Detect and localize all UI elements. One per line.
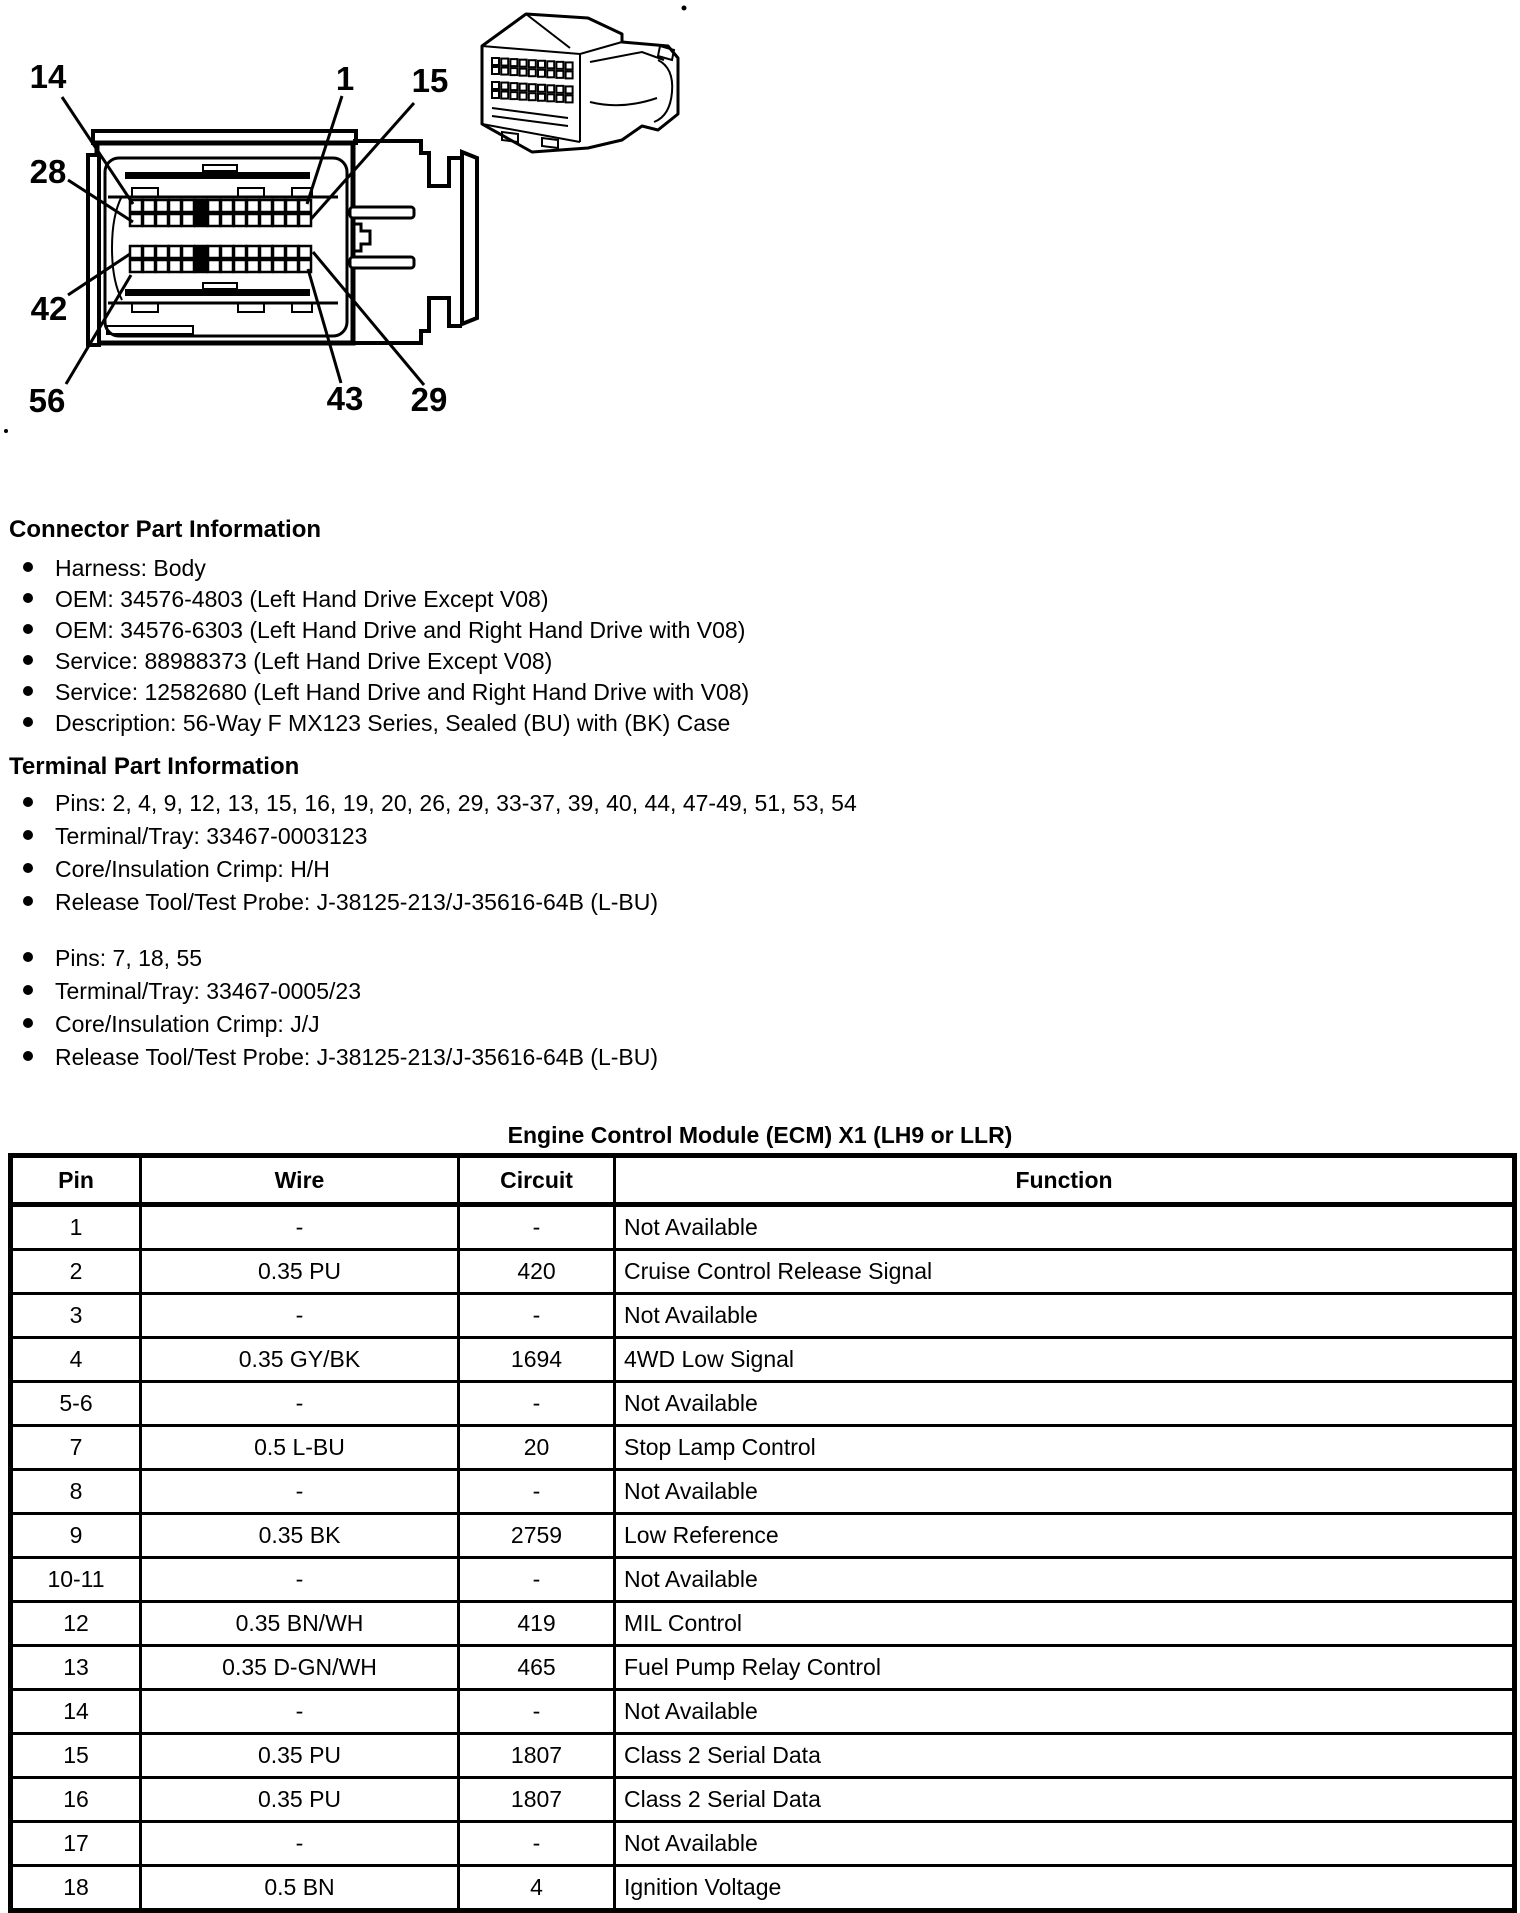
table-cell: - bbox=[141, 1205, 459, 1250]
table-row bbox=[11, 1514, 1515, 1558]
table-cell: 4 bbox=[459, 1866, 615, 1911]
table-row bbox=[11, 1602, 1515, 1646]
terminal-cavity bbox=[247, 246, 259, 258]
table-cell: - bbox=[459, 1690, 615, 1734]
table-cell: - bbox=[141, 1294, 459, 1338]
table-cell: Not Available bbox=[615, 1470, 1515, 1514]
terminal-cavity bbox=[221, 260, 233, 272]
table-row bbox=[11, 1646, 1515, 1690]
bullet-text: Pins: 7, 18, 55 bbox=[55, 945, 203, 971]
table-cell: - bbox=[141, 1558, 459, 1602]
terminal-cavity bbox=[273, 200, 285, 212]
table-cell: 7 bbox=[11, 1426, 141, 1470]
connector-part-information-heading: Connector Part Information bbox=[9, 516, 322, 543]
bullet-text: Description: 56-Way F MX123 Series, Sealed (BU) with (BK) Case bbox=[55, 710, 731, 736]
terminal-cavity bbox=[143, 246, 155, 258]
table-cell: 0.35 PU bbox=[141, 1250, 459, 1294]
table-cell: 9 bbox=[11, 1514, 141, 1558]
bullet-icon bbox=[23, 562, 33, 572]
bullet-icon bbox=[23, 985, 33, 995]
terminal-info-group-1 bbox=[23, 790, 1423, 922]
bullet-text: Harness: Body bbox=[55, 555, 206, 581]
bullet-item bbox=[23, 710, 1423, 741]
callout-label: 56 bbox=[28, 382, 66, 419]
table-cell: 8 bbox=[11, 1470, 141, 1514]
table-cell: Fuel Pump Relay Control bbox=[615, 1646, 1515, 1690]
bullet-text: Terminal/Tray: 33467-0005/23 bbox=[55, 978, 361, 1004]
table-cell: 13 bbox=[11, 1646, 141, 1690]
leader-line bbox=[308, 269, 341, 383]
connector-diagram bbox=[0, 0, 1520, 445]
terminal-cavity bbox=[273, 246, 285, 258]
terminal-cavity bbox=[286, 246, 298, 258]
table-cell: 2759 bbox=[459, 1514, 615, 1558]
bullet-text: Pins: 2, 4, 9, 12, 13, 15, 16, 19, 20, 26, 29, 33-37, 39, 40, 44, 47-49, 51, 53, 54 bbox=[55, 790, 857, 816]
callout-label: 14 bbox=[29, 58, 67, 95]
table-cell: Cruise Control Release Signal bbox=[615, 1250, 1515, 1294]
terminal-cavity bbox=[260, 200, 272, 212]
table-cell: - bbox=[459, 1205, 615, 1250]
bullet-icon bbox=[23, 686, 33, 696]
table-cell: 465 bbox=[459, 1646, 615, 1690]
terminal-cavity bbox=[247, 214, 259, 226]
table-cell: Not Available bbox=[615, 1558, 1515, 1602]
table-cell: 4WD Low Signal bbox=[615, 1338, 1515, 1382]
bullet-text: OEM: 34576-4803 (Left Hand Drive Except V08) bbox=[55, 586, 549, 612]
table-cell: 3 bbox=[11, 1294, 141, 1338]
bullet-icon bbox=[23, 863, 33, 873]
connector-face-view bbox=[88, 131, 477, 345]
column-header-pin: Pin bbox=[11, 1156, 141, 1205]
table-header-row bbox=[11, 1156, 1515, 1205]
callout-label: 15 bbox=[411, 62, 449, 99]
terminal-cavity bbox=[156, 200, 168, 212]
table-cell: - bbox=[459, 1294, 615, 1338]
terminal-cavity bbox=[156, 260, 168, 272]
terminal-cavity bbox=[130, 260, 142, 272]
bullet-text: Core/Insulation Crimp: H/H bbox=[55, 856, 330, 882]
table-row bbox=[11, 1294, 1515, 1338]
bullet-icon bbox=[23, 593, 33, 603]
table-cell: Not Available bbox=[615, 1690, 1515, 1734]
bullet-icon bbox=[23, 952, 33, 962]
bullet-icon bbox=[23, 1018, 33, 1028]
table-cell: 4 bbox=[11, 1338, 141, 1382]
connector-part-information-list bbox=[23, 555, 1423, 741]
terminal-cavity bbox=[208, 246, 220, 258]
table-cell: Not Available bbox=[615, 1294, 1515, 1338]
table-cell: - bbox=[141, 1382, 459, 1426]
bullet-icon bbox=[23, 717, 33, 727]
table-row bbox=[11, 1205, 1515, 1250]
terminal-cavity bbox=[221, 200, 233, 212]
terminal-cavity bbox=[234, 214, 246, 226]
terminal-cavity bbox=[169, 260, 181, 272]
table-row bbox=[11, 1690, 1515, 1734]
bullet-text: OEM: 34576-6303 (Left Hand Drive and Right Hand Drive with V08) bbox=[55, 617, 746, 643]
table-cell: 5-6 bbox=[11, 1382, 141, 1426]
connector-3d-view bbox=[482, 14, 678, 152]
bullet-text: Service: 88988373 (Left Hand Drive Except V08) bbox=[55, 648, 553, 674]
table-row bbox=[11, 1734, 1515, 1778]
terminal-cavity bbox=[169, 214, 181, 226]
callout-label: 28 bbox=[29, 153, 67, 190]
bullet-icon bbox=[23, 797, 33, 807]
table-cell: 0.35 BK bbox=[141, 1514, 459, 1558]
bullet-text: Release Tool/Test Probe: J-38125-213/J-35616-64B (L-BU) bbox=[55, 889, 659, 915]
terminal-part-information-heading: Terminal Part Information bbox=[9, 753, 300, 780]
bullet-icon bbox=[23, 896, 33, 906]
terminal-cavity bbox=[260, 246, 272, 258]
table-title: Engine Control Module (ECM) X1 (LH9 or LLR) bbox=[507, 1122, 1013, 1148]
terminal-cavity bbox=[208, 200, 220, 212]
terminal-cavity bbox=[182, 246, 194, 258]
table-cell: 1 bbox=[11, 1205, 141, 1250]
bullet-item bbox=[23, 1044, 1423, 1077]
bullet-text: Service: 12582680 (Left Hand Drive and Right Hand Drive with V08) bbox=[55, 679, 750, 705]
bullet-text: Release Tool/Test Probe: J-38125-213/J-35616-64B (L-BU) bbox=[55, 1044, 659, 1070]
table-row bbox=[11, 1470, 1515, 1514]
table-cell: 1694 bbox=[459, 1338, 615, 1382]
bullet-item bbox=[23, 823, 1423, 856]
table-cell: Stop Lamp Control bbox=[615, 1426, 1515, 1470]
table-row bbox=[11, 1558, 1515, 1602]
bullet-icon bbox=[23, 1051, 33, 1061]
table-cell: 0.5 L-BU bbox=[141, 1426, 459, 1470]
table-cell: 1807 bbox=[459, 1778, 615, 1822]
bullet-item bbox=[23, 978, 1423, 1011]
terminal-cavity bbox=[156, 214, 168, 226]
bullet-item bbox=[23, 679, 1423, 710]
table-cell: 15 bbox=[11, 1734, 141, 1778]
callout-label: 29 bbox=[410, 381, 448, 418]
table-row bbox=[11, 1866, 1515, 1911]
table-cell: Not Available bbox=[615, 1205, 1515, 1250]
pinout-table bbox=[8, 1153, 1517, 1913]
lock-bar bbox=[462, 152, 477, 324]
scan-dot bbox=[4, 429, 8, 433]
table-cell: - bbox=[459, 1382, 615, 1426]
terminal-cavity bbox=[195, 260, 207, 272]
terminal-cavity bbox=[221, 214, 233, 226]
table-row bbox=[11, 1250, 1515, 1294]
table-cell: 20 bbox=[459, 1426, 615, 1470]
table-cell: 420 bbox=[459, 1250, 615, 1294]
top-rib bbox=[125, 172, 310, 179]
bullet-item bbox=[23, 617, 1423, 648]
terminal-cavity bbox=[143, 214, 155, 226]
table-cell: - bbox=[459, 1822, 615, 1866]
table-cell: 17 bbox=[11, 1822, 141, 1866]
terminal-cavity bbox=[208, 260, 220, 272]
bullet-icon bbox=[23, 830, 33, 840]
bullet-text: Core/Insulation Crimp: J/J bbox=[55, 1011, 320, 1037]
table-cell: 0.35 BN/WH bbox=[141, 1602, 459, 1646]
terminal-cavity bbox=[286, 214, 298, 226]
table-cell: 16 bbox=[11, 1778, 141, 1822]
terminal-cavity bbox=[299, 214, 311, 226]
table-cell: 419 bbox=[459, 1602, 615, 1646]
terminal-cavity bbox=[208, 214, 220, 226]
table-cell: Not Available bbox=[615, 1822, 1515, 1866]
terminal-cavity bbox=[260, 260, 272, 272]
table-cell: MIL Control bbox=[615, 1602, 1515, 1646]
leader-line bbox=[311, 103, 414, 219]
bullet-item bbox=[23, 1011, 1423, 1044]
table-cell: Not Available bbox=[615, 1382, 1515, 1426]
terminal-cavity bbox=[260, 214, 272, 226]
terminal-cavity bbox=[130, 246, 142, 258]
terminal-cavity bbox=[247, 260, 259, 272]
column-header-circuit: Circuit bbox=[459, 1156, 615, 1205]
bullet-icon bbox=[23, 624, 33, 634]
terminal-cavity bbox=[143, 260, 155, 272]
terminal-cavity bbox=[143, 200, 155, 212]
terminal-cavity bbox=[169, 200, 181, 212]
callout-label: 1 bbox=[335, 60, 355, 97]
terminal-cavity bbox=[156, 246, 168, 258]
bullet-item bbox=[23, 586, 1423, 617]
column-header-wire: Wire bbox=[141, 1156, 459, 1205]
bullet-item bbox=[23, 856, 1423, 889]
terminal-cavity bbox=[286, 200, 298, 212]
leader-line bbox=[313, 252, 424, 385]
bullet-item bbox=[23, 790, 1423, 823]
bullet-text: Terminal/Tray: 33467-0003123 bbox=[55, 823, 368, 849]
bullet-icon bbox=[23, 655, 33, 665]
table-cell: 0.35 PU bbox=[141, 1778, 459, 1822]
table-row bbox=[11, 1382, 1515, 1426]
terminal-cavity bbox=[234, 246, 246, 258]
table-cell: Low Reference bbox=[615, 1514, 1515, 1558]
terminal-cavity bbox=[221, 246, 233, 258]
table-cell: - bbox=[459, 1558, 615, 1602]
table-cell: - bbox=[141, 1470, 459, 1514]
table-row bbox=[11, 1778, 1515, 1822]
bullet-item bbox=[23, 555, 1423, 586]
table-cell: 18 bbox=[11, 1866, 141, 1911]
scan-dot bbox=[682, 6, 687, 11]
terminal-cavity bbox=[195, 246, 207, 258]
terminal-cavity bbox=[234, 260, 246, 272]
terminal-cavity bbox=[195, 214, 207, 226]
table-cell: 10-11 bbox=[11, 1558, 141, 1602]
index-prong bbox=[350, 207, 414, 218]
table-cell: 1807 bbox=[459, 1734, 615, 1778]
terminal-cavity bbox=[182, 214, 194, 226]
table-cell: 0.5 BN bbox=[141, 1866, 459, 1911]
terminal-cavity bbox=[247, 200, 259, 212]
callout-label: 42 bbox=[30, 290, 68, 327]
upper-lock-bracket bbox=[353, 141, 462, 186]
table-cell: 14 bbox=[11, 1690, 141, 1734]
callout-label: 43 bbox=[326, 380, 364, 417]
bottom-rib bbox=[125, 289, 310, 296]
table-cell: 0.35 GY/BK bbox=[141, 1338, 459, 1382]
table-row bbox=[11, 1822, 1515, 1866]
table-row bbox=[11, 1426, 1515, 1470]
bullet-item bbox=[23, 648, 1423, 679]
table-cell: - bbox=[459, 1470, 615, 1514]
table-row bbox=[11, 1338, 1515, 1382]
terminal-cavity bbox=[169, 246, 181, 258]
bullet-item bbox=[23, 889, 1423, 922]
column-header-function: Function bbox=[615, 1156, 1515, 1205]
terminal-cavity bbox=[234, 200, 246, 212]
bullet-item bbox=[23, 945, 1423, 978]
table-cell: 2 bbox=[11, 1250, 141, 1294]
table-cell: 0.35 D-GN/WH bbox=[141, 1646, 459, 1690]
side-tab bbox=[353, 224, 370, 251]
table-cell: Class 2 Serial Data bbox=[615, 1734, 1515, 1778]
terminal-cavity bbox=[182, 260, 194, 272]
table-cell: - bbox=[141, 1690, 459, 1734]
terminal-cavity bbox=[195, 200, 207, 212]
index-prong bbox=[350, 257, 414, 268]
terminal-cavity bbox=[286, 260, 298, 272]
terminal-cavity bbox=[182, 200, 194, 212]
terminal-cavity bbox=[273, 214, 285, 226]
table-cell: Class 2 Serial Data bbox=[615, 1778, 1515, 1822]
pinout-table-body bbox=[11, 1205, 1515, 1911]
terminal-cavity bbox=[273, 260, 285, 272]
table-cell: Ignition Voltage bbox=[615, 1866, 1515, 1911]
terminal-cavity-grid bbox=[130, 200, 311, 272]
table-cell: 12 bbox=[11, 1602, 141, 1646]
terminal-cavity bbox=[299, 246, 311, 258]
terminal-info-group-2 bbox=[23, 945, 1423, 1077]
table-cell: 0.35 PU bbox=[141, 1734, 459, 1778]
table-cell: - bbox=[141, 1822, 459, 1866]
